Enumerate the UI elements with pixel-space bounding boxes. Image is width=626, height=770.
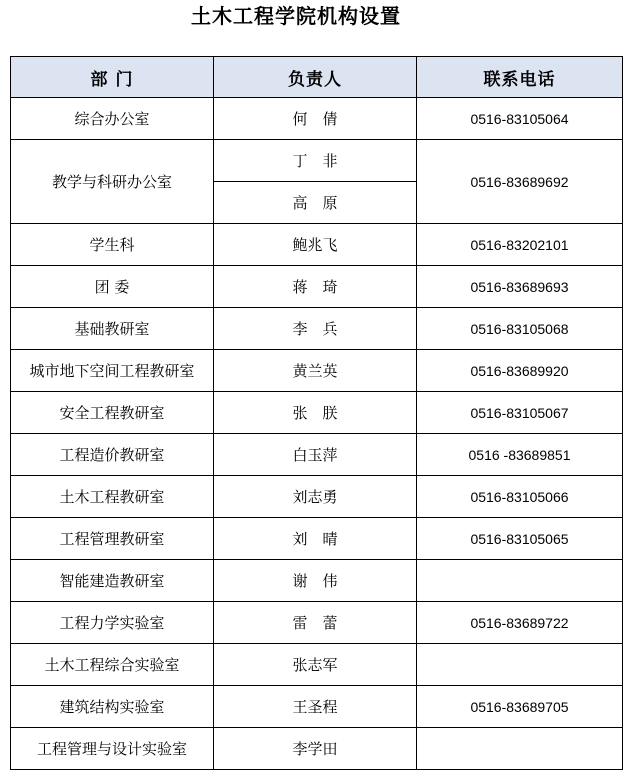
phone-cell: [417, 644, 623, 686]
phone-cell: 0516 -83689851: [417, 434, 623, 476]
person-cell: 谢 伟: [214, 560, 417, 602]
phone-cell: 0516-83689722: [417, 602, 623, 644]
person-cell: 雷 蕾: [214, 602, 417, 644]
department-cell: 基础教研室: [11, 308, 214, 350]
table-row: [11, 518, 623, 560]
table-row: [11, 476, 623, 518]
department-cell: 工程管理与设计实验室: [11, 728, 214, 770]
person-cell: 鲍兆飞: [214, 224, 417, 266]
department-cell: 城市地下空间工程教研室: [11, 350, 214, 392]
column-header-department: 部 门: [11, 57, 214, 98]
phone-cell: 0516-83105067: [417, 392, 623, 434]
phone-cell: 0516-83105064: [417, 98, 623, 140]
table-header-row: [11, 57, 623, 98]
table-row: [11, 140, 623, 182]
department-cell: 安全工程教研室: [11, 392, 214, 434]
phone-cell: [417, 560, 623, 602]
table-row: [11, 392, 623, 434]
table-row: [11, 560, 623, 602]
table-row: [11, 266, 623, 308]
page-title: 土木工程学院机构设置: [191, 4, 401, 28]
phone-cell: 0516-83689693: [417, 266, 623, 308]
department-cell: 学生科: [11, 224, 214, 266]
table-row: [11, 728, 623, 770]
person-cell: 张 朕: [214, 392, 417, 434]
department-cell: 智能建造教研室: [11, 560, 214, 602]
phone-cell: 0516-83689692: [417, 140, 623, 224]
person-cell: 王圣程: [214, 686, 417, 728]
table-row: [11, 98, 623, 140]
person-cell: 丁 非: [214, 140, 417, 182]
department-cell: 综合办公室: [11, 98, 214, 140]
department-cell: 教学与科研办公室: [11, 140, 214, 224]
table-row: [11, 434, 623, 476]
person-cell: 李 兵: [214, 308, 417, 350]
person-cell: 刘 晴: [214, 518, 417, 560]
person-cell: 高 原: [214, 182, 417, 224]
table-row: [11, 350, 623, 392]
table-row: [11, 644, 623, 686]
department-cell: 建筑结构实验室: [11, 686, 214, 728]
column-header-person-in-charge: 负责人: [214, 57, 417, 98]
phone-cell: 0516-83689920: [417, 350, 623, 392]
person-cell: 蒋 琦: [214, 266, 417, 308]
department-cell: 工程管理教研室: [11, 518, 214, 560]
person-cell: 黄兰英: [214, 350, 417, 392]
org-table: [10, 56, 623, 770]
table-row: [11, 308, 623, 350]
person-cell: 白玉萍: [214, 434, 417, 476]
table-row: [11, 224, 623, 266]
phone-cell: [417, 728, 623, 770]
phone-cell: 0516-83202101: [417, 224, 623, 266]
column-header-phone: 联系电话: [417, 57, 623, 98]
phone-cell: 0516-83105068: [417, 308, 623, 350]
phone-cell: 0516-83105066: [417, 476, 623, 518]
department-cell: 工程力学实验室: [11, 602, 214, 644]
person-cell: 何 倩: [214, 98, 417, 140]
phone-cell: 0516-83105065: [417, 518, 623, 560]
table-row: [11, 686, 623, 728]
table-row: [11, 602, 623, 644]
department-cell: 团 委: [11, 266, 214, 308]
department-cell: 土木工程教研室: [11, 476, 214, 518]
department-cell: 工程造价教研室: [11, 434, 214, 476]
phone-cell: 0516-83689705: [417, 686, 623, 728]
department-cell: 土木工程综合实验室: [11, 644, 214, 686]
person-cell: 张志军: [214, 644, 417, 686]
person-cell: 刘志勇: [214, 476, 417, 518]
person-cell: 李学田: [214, 728, 417, 770]
